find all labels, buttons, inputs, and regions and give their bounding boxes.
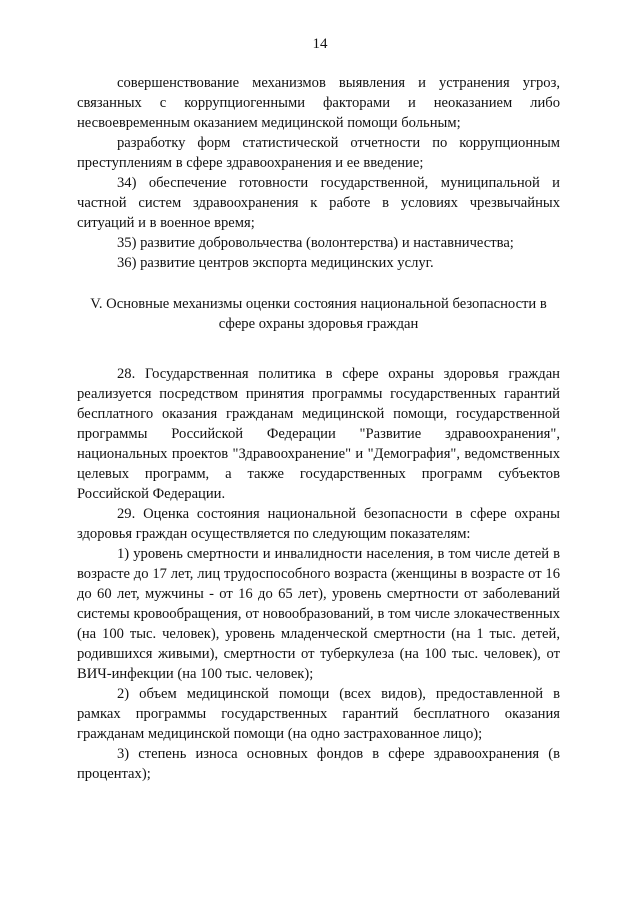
section-heading: V. Основные механизмы оценки состояния национальной безопасности в сфере охраны здоровья граждан [90, 296, 547, 332]
paragraph: совершенствование механизмов выявления и устранения угроз, связанных с коррупциогенными факторами и неоказанием либо несвоевременным оказанием медицинской помощи больным; [77, 75, 560, 131]
list-item: 1) уровень смертности и инвалидности населения, в том числе детей в возрасте до 17 лет, лиц трудоспособного возраста (женщины в возрасте от 16 до 60 лет, мужчины - от 16 до 65 лет), уровень смертности от заболеваний системы кровообращения, от новообразований, в том числе злокачественных (на 100 тыс. человек), уровень младенческой смертности (на 1 тыс. детей, родившихся живыми), смертности от туберкулеза (на 100 тыс. человек), от ВИЧ-инфекции (на 100 тыс. человек); [77, 546, 560, 682]
paragraph: 28. Государственная политика в сфере охраны здоровья граждан реализуется посредством принятия программы государственных гарантий бесплатного оказания гражданам медицинской помощи, государственной программы Российской Федерации "Развитие здравоохранения", национальных проектов "Здравоохранение" и "Демография", ведомственных целевых программ, а также государственных программ субъектов Российской Федерации. [77, 366, 560, 502]
paragraph: 34) обеспечение готовности государственной, муниципальной и частной систем здравоохранения к работе в условиях чрезвычайных ситуаций и в военное время; [77, 175, 560, 231]
page-number: 14 [312, 36, 328, 52]
paragraph: разработку форм статистической отчетности по коррупционным преступлениям в сфере здравоохранения и ее введение; [77, 135, 560, 171]
paragraph: 36) развитие центров экспорта медицинских услуг. [117, 255, 434, 271]
paragraph: 29. Оценка состояния национальной безопасности в сфере охраны здоровья граждан осуществляется по следующим показателям: [77, 506, 560, 542]
list-item: 3) степень износа основных фондов в сфере здравоохранения (в процентах); [77, 746, 560, 782]
document-body [77, 73, 560, 784]
list-item: 2) объем медицинской помощи (всех видов), предоставленной в рамках программы государственных гарантий бесплатного оказания гражданам медицинской помощи (на одно застрахованное лицо); [77, 686, 560, 742]
paragraph: 35) развитие добровольчества (волонтерства) и наставничества; [117, 235, 514, 251]
